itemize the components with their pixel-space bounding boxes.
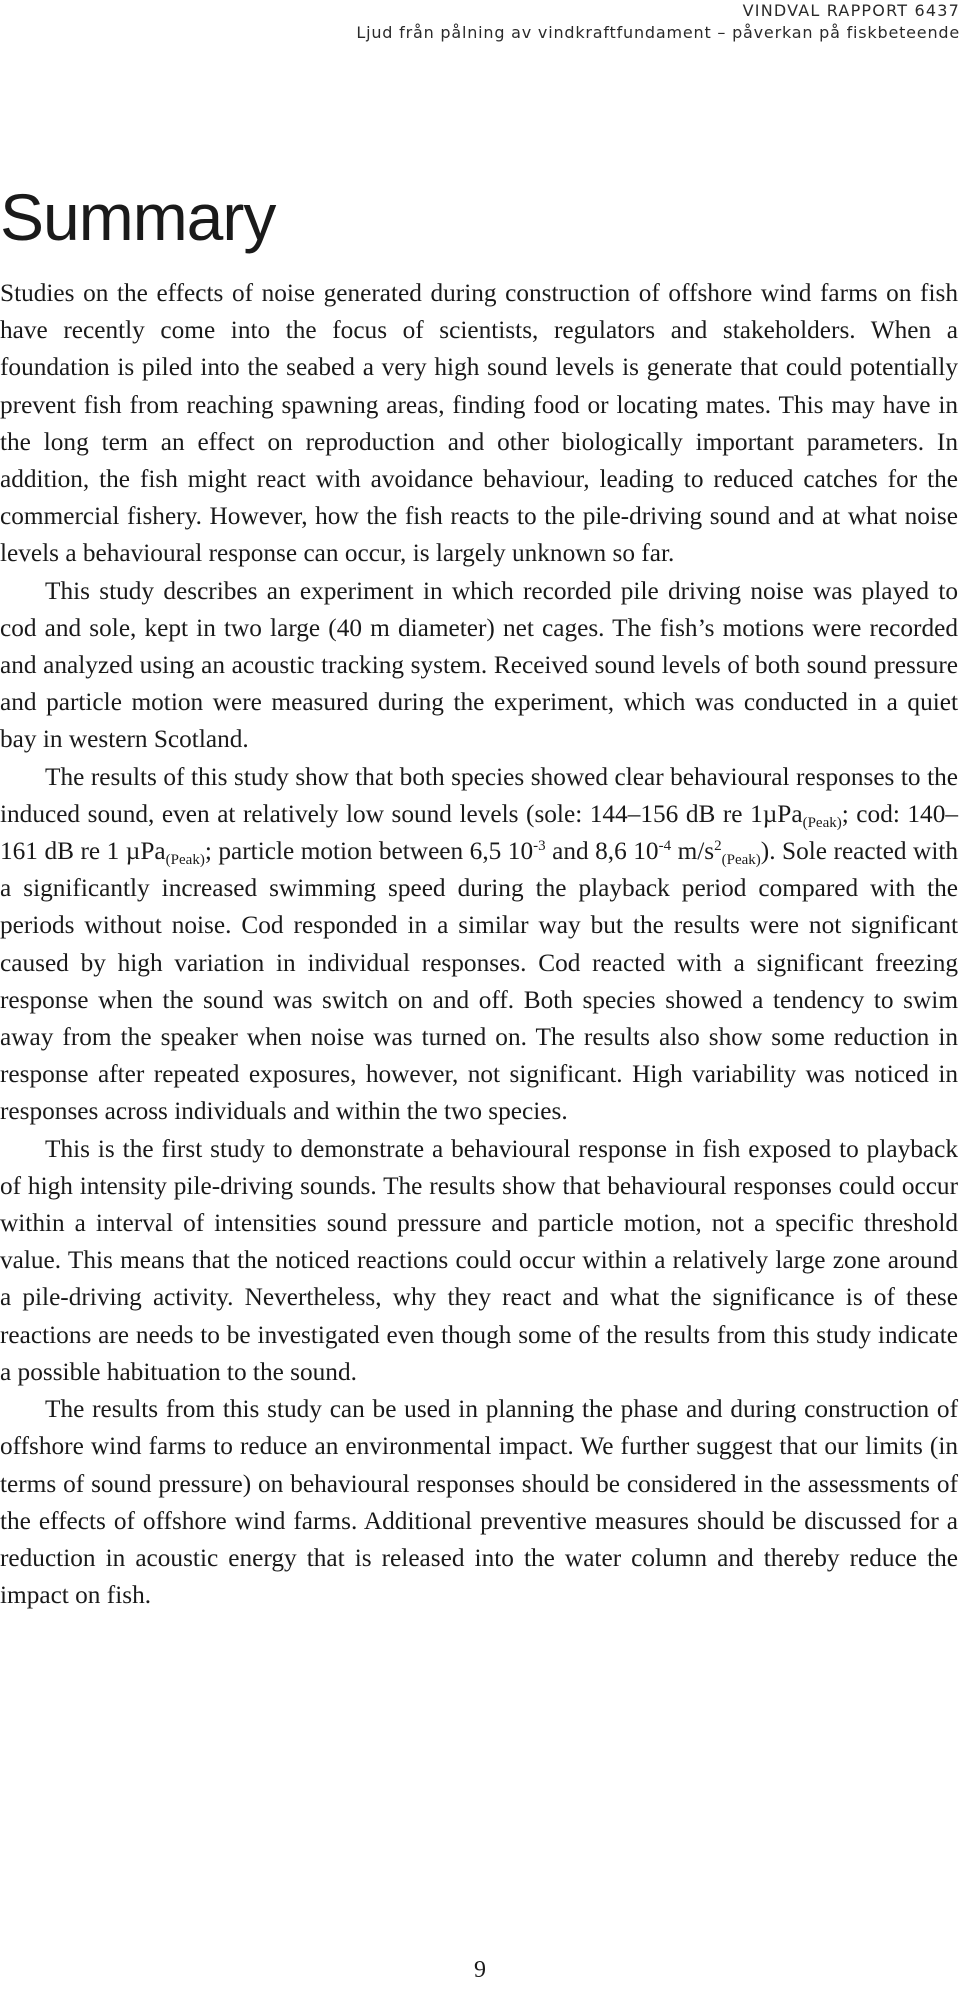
report-number: VINDVAL RAPPORT 6437 [742,1,960,20]
superscript-squared: 2 [714,838,722,855]
subscript-peak-2: (Peak) [165,852,205,869]
paragraph-3 [0,759,958,1131]
paragraph-3-text-b: ; cod: 140–161 dB re 1 µPa [0,799,958,866]
paragraph-4: This is the first study to demonstrate a behavioural response in fish exposed to playback of high intensity pile-driving sounds. The results show that behavioural responses could occur within a interval of intensities sound pressure and particle motion, not a specific threshold value. This means that the noticed reactions could occur within a relatively large zone around a pile-driving activity. Nevertheless, why they react and what the significance is of these reactions are needs to be investigated even though some of the results from this study indicate a possible habituation to the sound. [0,1134,958,1386]
running-header [356,0,960,44]
paragraph-1: Studies on the effects of noise generated during construction of offshore wind farms on fish have recently come into the focus of scientists, regulators and stakeholders. When a foundation is piled into the seabed a very high sound levels is generate that could potentially prevent fish from reaching spawning areas, finding food or locating mates. This may have in the long term an effect on reproduction and other biologically important parameters. In addition, the fish might react with avoidance behaviour, leading to reduced catches for the commercial fishery. However, how the fish reacts to the pile-driving sound and at what noise levels a behavioural response can occur, is largely unknown so far. [0,279,958,568]
paragraph-3-text-f: ). Sole reacted with a significantly increased swimming speed during the playback period compared with the periods without noise. Cod responded in a similar way but the results were not significant caused by high variation in individual responses. Cod reacted with a significant freezing response when the sound was switch on and off. Both species showed a tendency to swim away from the speaker when noise was turned on. The results also show some reduction in response after repeated exposures, however, not significant. High variability was noticed in responses across individuals and within the two species. [0,837,959,1126]
paragraph-3-text-e: m/s [671,837,715,866]
page-number: 9 [474,1957,486,1983]
subscript-peak-3: (Peak) [721,852,761,869]
summary-body [0,275,958,1614]
report-subtitle: Ljud från pålning av vindkraftfundament – påverkan på fiskbeteende [356,23,960,42]
paragraph-3-text-d: and 8,6 10 [545,837,659,866]
superscript-exponent-1: -3 [533,838,546,855]
page-title: Summary [0,180,276,254]
paragraph-2: This study describes an experiment in which recorded pile driving noise was played to cod and sole, kept in two large (40 m diameter) net cages. The fish’s motions were recorded and analyzed using an acoustic tracking system. Received sound levels of both sound pressure and particle motion were measured during the experiment, which was conducted in a quiet bay in western Scotland. [0,576,958,754]
paragraph-3-text-a: The results of this study show that both species showed clear behavioural responses to the induced sound, even at relatively low sound levels (sole: 144–156 dB re 1µPa [0,762,958,828]
superscript-exponent-2: -4 [658,838,672,855]
paragraph-3-text-c: ; particle motion between 6,5 10 [204,837,534,866]
paragraph-5: The results from this study can be used in planning the phase and during construction of offshore wind farms to reduce an environmental impact. We further suggest that our limits (in terms of sound pressure) on behavioural responses should be considered in the assessments of the effects of offshore wind farms. Additional preventive measures should be discussed for a reduction in acoustic energy that is released into the water column and thereby reduce the impact on fish. [0,1395,958,1610]
subscript-peak-1: (Peak) [802,814,842,831]
